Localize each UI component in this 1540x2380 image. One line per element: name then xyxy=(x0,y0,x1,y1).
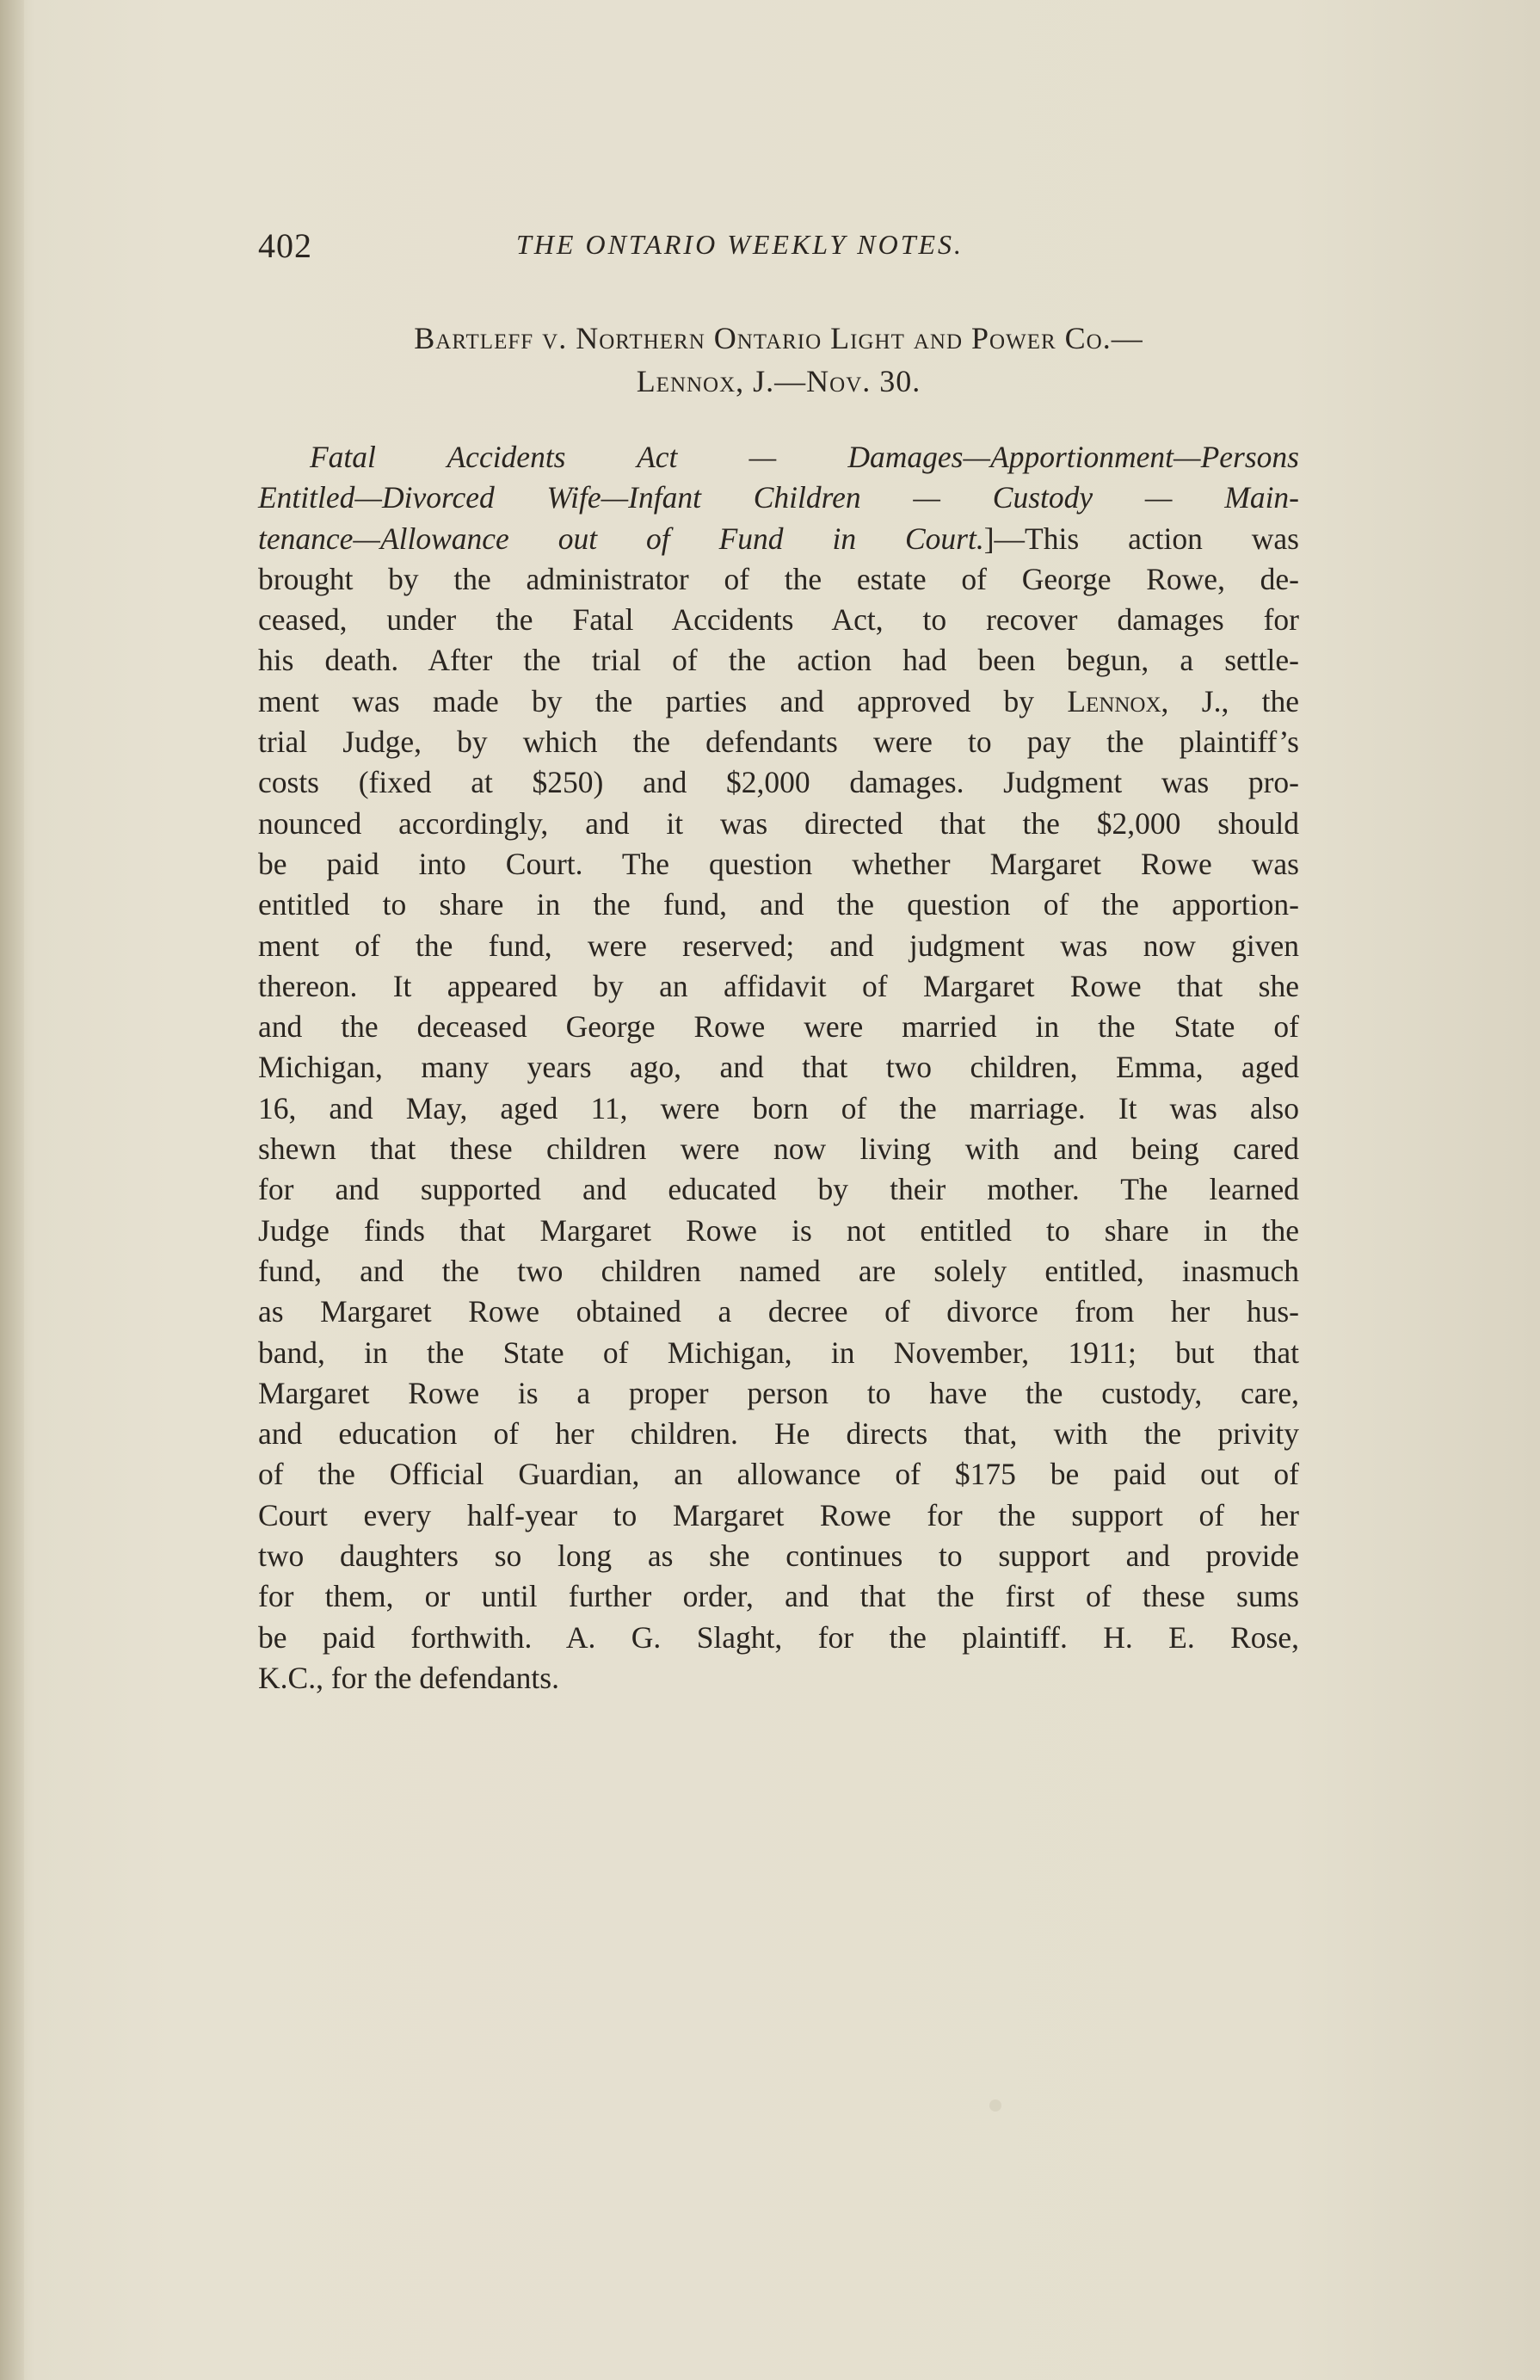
text-line: Michigan, many years ago, and that two children, Emma, aged xyxy=(258,1050,1299,1085)
text-line: entitled to share in the fund, and the question of the apportion- xyxy=(258,887,1299,922)
text-line xyxy=(258,681,1299,722)
text-line: trial Judge, by which the defendants were to pay the plaintiff’s xyxy=(258,724,1299,760)
case-title: Bartleff v. Northern Ontario Light and Power Co.— xyxy=(414,321,1143,355)
text-line: for them, or until further order, and that the first of these sums xyxy=(258,1579,1299,1614)
headnote-italic: tenance—Allowance out of Fund in Court. xyxy=(258,521,984,556)
headnote-rest: ]—This action was xyxy=(983,521,1299,556)
case-judge-date: Lennox, J.—Nov. 30. xyxy=(636,364,921,398)
page-gutter-shadow xyxy=(0,0,24,2380)
text-segment: ment was made by the parties and approved by xyxy=(258,683,1068,718)
text-line: Margaret Rowe is a proper person to have the custody, care, xyxy=(258,1375,1299,1410)
text-line: and education of her children. He directs that, with the privity xyxy=(258,1416,1299,1452)
text-line: ment of the fund, were reserved; and judgment was now given xyxy=(258,928,1299,963)
text-line: nounced accordingly, and it was directed that the $2,000 should xyxy=(258,805,1299,841)
text-line: of the Official Guardian, an allowance of $175 be paid out of xyxy=(258,1457,1299,1492)
text-line: and the deceased George Rowe were married in the State of xyxy=(258,1009,1299,1045)
text-segment: , J., the xyxy=(1161,683,1300,718)
text-line: 16, and May, aged 11, were born of the marriage. It was also xyxy=(258,1090,1299,1125)
headnote-line: Fatal Accidents Act — Damages—Apportionment—Persons xyxy=(310,440,1299,474)
text-line: be paid forthwith. A. G. Slaght, for the plaintiff. H. E. Rose, xyxy=(258,1619,1299,1655)
text-line: his death. After the trial of the action had been begun, a settle- xyxy=(258,643,1299,678)
running-head xyxy=(258,225,1299,277)
text-line: band, in the State of Michigan, in November, 1911; but that xyxy=(258,1335,1299,1370)
text-line: fund, and the two children named are solely entitled, inasmuch xyxy=(258,1253,1299,1288)
text-line: Judge finds that Margaret Rowe is not entitled to share in the xyxy=(258,1212,1299,1248)
text-line: be paid into Court. The question whether Margaret Rowe was xyxy=(258,846,1299,881)
text-line: brought by the administrator of the estate of George Rowe, de- xyxy=(258,561,1299,596)
headnote-line: Entitled—Divorced Wife—Infant Children — Custody — Main- xyxy=(258,480,1299,515)
text-line: Court every half-year to Margaret Rowe for the support of her xyxy=(258,1497,1299,1532)
text-line xyxy=(258,519,1299,559)
text-line: as Margaret Rowe obtained a decree of divorce from her hus- xyxy=(258,1294,1299,1329)
journal-title: THE ONTARIO WEEKLY NOTES. xyxy=(516,229,964,260)
case-heading xyxy=(258,317,1299,403)
text-line: costs (fixed at $250) and $2,000 damages. Judgment was pro- xyxy=(258,765,1299,800)
text-line: shewn that these children were now living with and being cared xyxy=(258,1131,1299,1167)
judge-name: Lennox xyxy=(1067,683,1161,718)
case-summary-paragraph xyxy=(258,437,1299,1699)
text-line-last: K.C., for the defendants. xyxy=(258,1660,559,1695)
paper-stain xyxy=(989,2099,1001,2112)
text-line: two daughters so long as she continues to support and provide xyxy=(258,1538,1299,1574)
page-number: 402 xyxy=(258,226,312,265)
text-line: for and supported and educated by their mother. The learned xyxy=(258,1172,1299,1207)
text-line: ceased, under the Fatal Accidents Act, to recover damages for xyxy=(258,602,1299,638)
text-line: thereon. It appeared by an affidavit of Margaret Rowe that she xyxy=(258,968,1299,1003)
